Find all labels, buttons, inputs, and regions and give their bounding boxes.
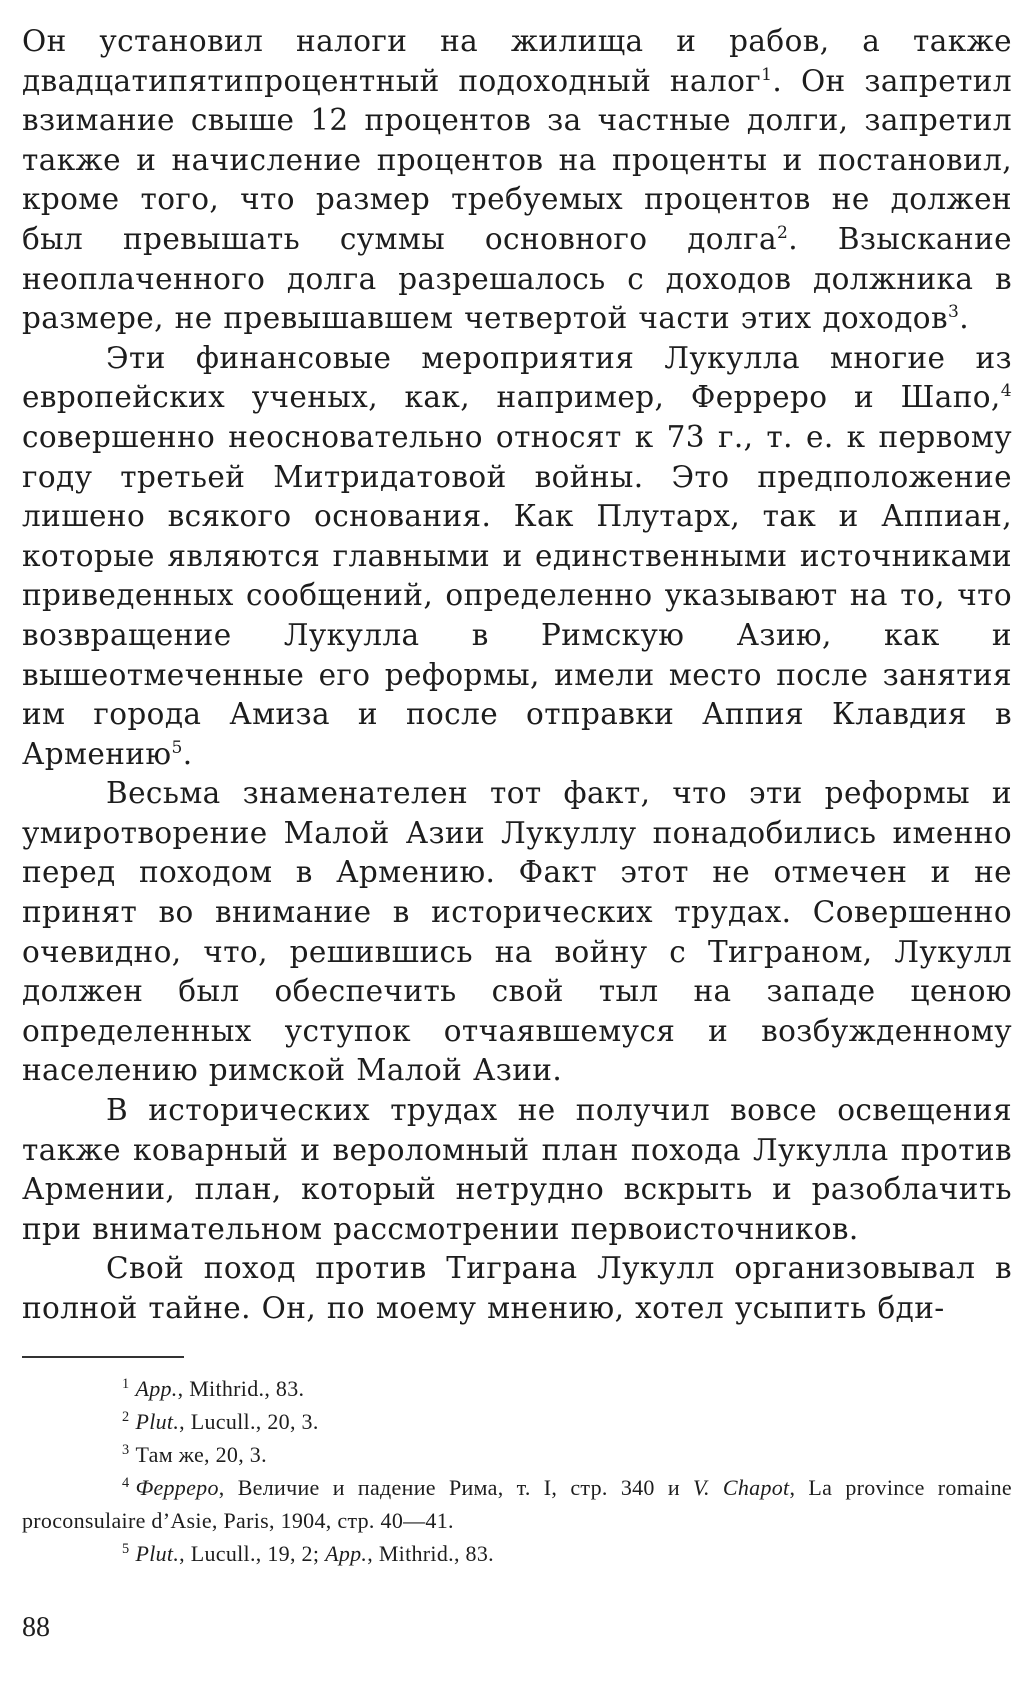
footnote-ref-4[interactable]: 4 bbox=[1000, 381, 1012, 402]
footnote-4: $^4$ Ферреро, Величие и падение Рима, т. I, стр. 340 и V. Chapot, La province romaine proconsulaire d’Asie, Paris, 1904, стр. 40—41. bbox=[22, 1474, 1012, 1533]
page-number: 88 bbox=[22, 1612, 50, 1643]
footnote-ref-5[interactable]: 5 bbox=[171, 737, 183, 758]
footnote-5: $^5$ Plut., Lucull., 19, 2; App., Mithrid., 83. bbox=[122, 1540, 494, 1566]
paragraph-3: Весьма знаменателен тот факт, что эти реформы и умиротворение Малой Азии Лукуллу понадобились именно перед походом в Армению. Факт этот не отмечен и не принят во внимание в исторических трудах. Совершенно очевидно, что, решившись на войну с Тиграном, Лукулл должен был обеспечить свой тыл на западе ценою определенных уступок отчаявшемуся и возбужденному населению римской Малой Азии. bbox=[22, 776, 1012, 1088]
footnote-3: $^3$ Там же, 20, 3. bbox=[122, 1441, 267, 1467]
footnotes bbox=[22, 1372, 1012, 1570]
footnote-ref-2[interactable]: 2 bbox=[776, 223, 789, 244]
paragraph-1: Он установил налоги на жилища и рабов, а также двадцатипятипроцентный подоходный налог$^1$. Он запретил взимание свыше 12 процентов за частные долги, запретил также и начисление процентов на проценты и постановил, кроме того, что размер требуемых процентов не должен был превышать суммы основного долга$^2$. Взыскание неоплаченного долга разрешалось с доходов должника в размере, не превышавшем четвертой части этих доходов$^3$. bbox=[22, 24, 1012, 336]
main-text bbox=[22, 22, 1012, 1329]
footnote-1: $^1$ App., Mithrid., 83. bbox=[122, 1375, 305, 1401]
footnote-ref-1[interactable]: 1 bbox=[761, 64, 773, 85]
paragraph-4: В исторических трудах не получил вовсе освещения также коварный и вероломный план похода Лукулла против Армении, план, который нетрудно вскрыть и разоблачить при внимательном рассмотрении первоисточников. bbox=[22, 1093, 1012, 1246]
footnote-2: $^2$ Plut., Lucull., 20, 3. bbox=[122, 1408, 319, 1434]
footnote-divider bbox=[22, 1356, 184, 1358]
paragraph-2: Эти финансовые мероприятия Лукулла многие из европейских ученых, как, например, Ферреро и Шапо,$^4$ совершенно неосновательно относят к 73 г., т. е. к первому году третьей Митридатовой войны. Это предположение лишено всякого основания. Как Плутарх, так и Аппиан, которые являются главными и единственными источниками приведенных сообщений, определенно указывают на то, что возвращение Лукулла в Римскую Азию, как и вышеотмеченные его реформы, имели место после занятия им города Амиза и после отправки Аппия Клавдия в Армению$^5$. bbox=[22, 340, 1012, 771]
paragraph-5: Свой поход против Тиграна Лукулл организовывал в полной тайне. Он, по моему мнению, хотел усыпить бди- bbox=[22, 1251, 1012, 1325]
footnote-ref-3[interactable]: 3 bbox=[947, 302, 960, 323]
